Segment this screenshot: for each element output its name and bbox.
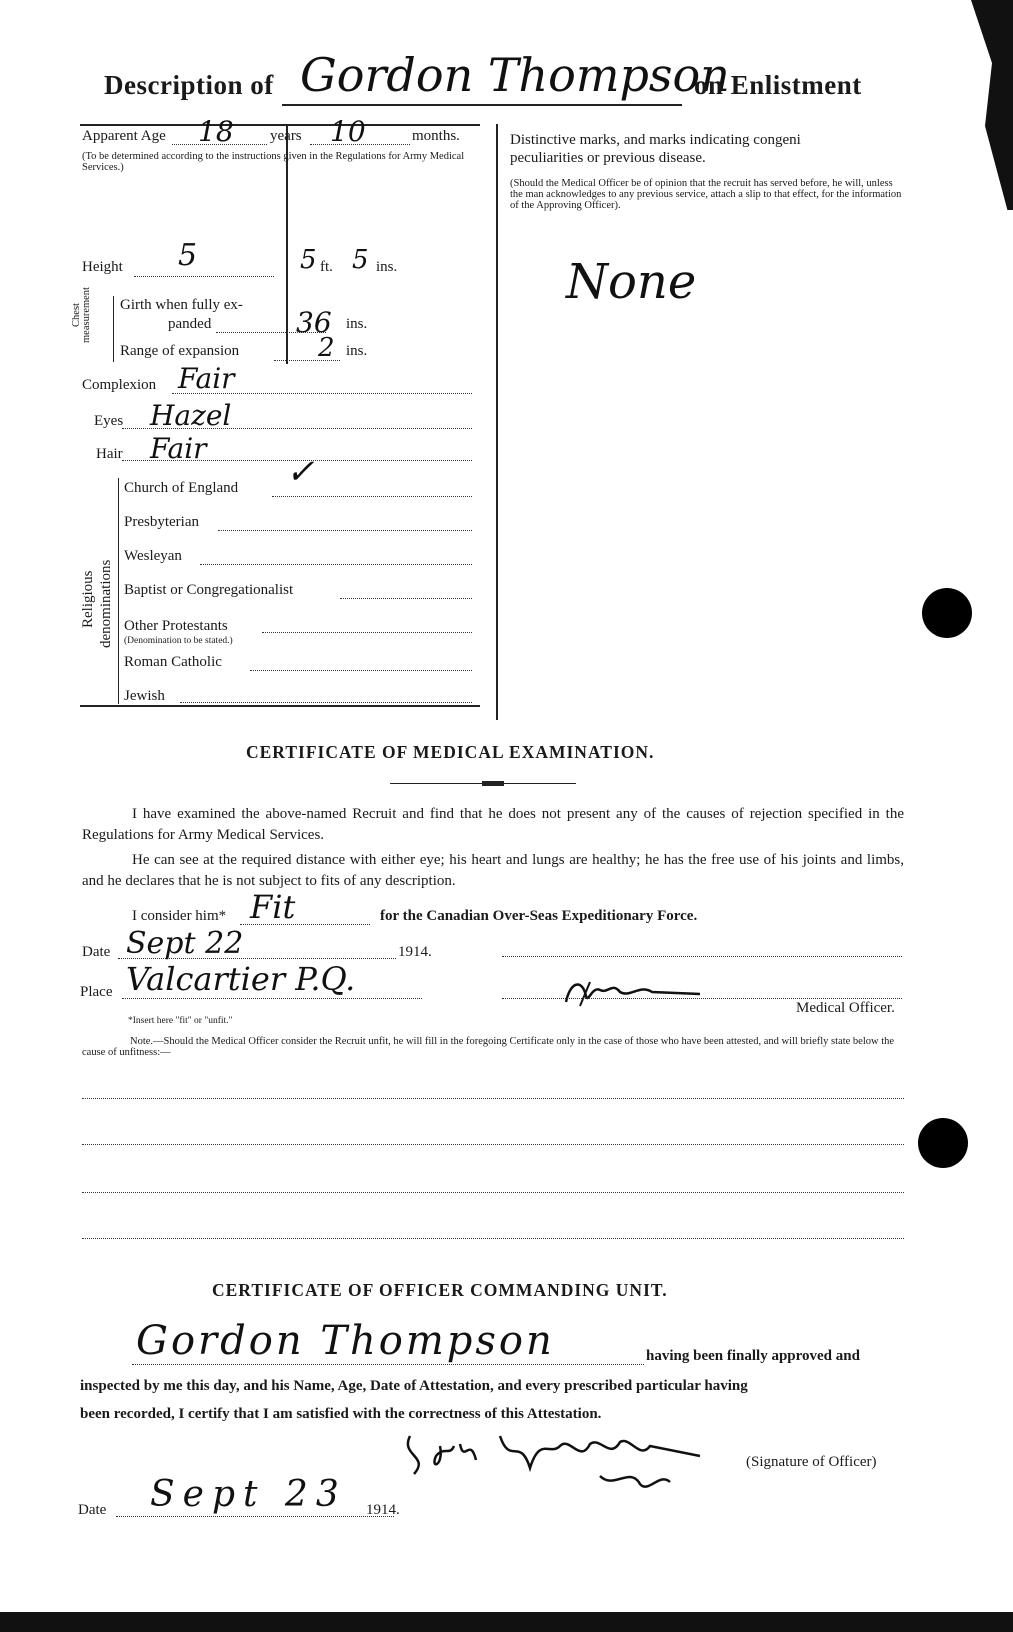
- age-years-value: 18: [198, 115, 234, 148]
- header-name: Gordon Thompson: [300, 48, 730, 102]
- distinctive-value: None: [566, 254, 697, 310]
- chest-girth-label-2: panded: [168, 316, 212, 332]
- religion-side-label-2: denominations: [98, 559, 114, 648]
- age-months-line: [310, 144, 410, 145]
- height-inches: 5: [352, 245, 369, 275]
- distinctive-title-2: peculiarities or previous disease.: [510, 150, 706, 166]
- medical-note: Note.—Should the Medical Officer consider the Recruit unfit, he will fill in the foregoing Certificate only in the case of those who have been attested, and will briefly state below the cause of unfitness:—: [82, 1036, 895, 1058]
- commanding-signature-label: (Signature of Officer): [746, 1454, 877, 1470]
- consider-value: Fit: [250, 888, 296, 926]
- punch-hole: [918, 1118, 968, 1168]
- chest-brace: [113, 296, 114, 362]
- age-label: Apparent Age: [82, 128, 166, 144]
- age-years-label: years: [270, 128, 302, 144]
- chest-range-label: Range of expansion: [120, 343, 240, 359]
- commanding-text-2: inspected by me this day, and his Name, Age, Date of Attestation, and every prescribed particular having: [80, 1378, 748, 1394]
- age-years-line: [172, 144, 267, 145]
- unfitness-line: [82, 1238, 904, 1239]
- distinctive-title-1: Distinctive marks, and marks indicating congeni: [510, 132, 801, 148]
- commanding-date-label: Date: [78, 1502, 107, 1518]
- consider-prefix: I consider him*: [132, 908, 227, 924]
- religion-item-roman-catholic: Roman Catholic: [124, 654, 222, 670]
- height-line: [134, 276, 274, 277]
- medical-date-year: 1914.: [398, 944, 432, 960]
- age-months-label: months.: [412, 128, 460, 144]
- unfitness-line: [82, 1144, 904, 1145]
- medical-date-value: Sept 22: [126, 926, 244, 961]
- scan-edge: [0, 1612, 1013, 1632]
- complexion-value: Fair: [178, 362, 235, 395]
- height-feet: 5: [300, 245, 317, 275]
- medical-para-1: I have examined the above-named Recruit and find that he does not present any of the causes of rejection specified in the Regulations for Army Medical Services.: [82, 806, 904, 843]
- religion-line: [250, 670, 472, 671]
- religion-line: [200, 564, 472, 565]
- chest-side-label: Chest measurement: [71, 287, 92, 343]
- height-ins-label: ins.: [376, 259, 398, 275]
- height-value: 5: [178, 238, 198, 273]
- religion-line: [180, 702, 472, 703]
- complexion-label: Complexion: [82, 377, 157, 393]
- medical-place-line: [122, 998, 422, 999]
- height-ft-label: ft.: [320, 259, 333, 275]
- religion-item-church-of-england: Church of England: [124, 480, 239, 496]
- chest-girth-value: 36: [296, 306, 332, 339]
- religion-line: [262, 632, 472, 633]
- medical-officer-label: Medical Officer.: [796, 1000, 895, 1016]
- medical-heading: CERTIFICATE OF MEDICAL EXAMINATION.: [246, 742, 655, 762]
- commanding-date-year: 1914.: [366, 1502, 400, 1518]
- religion-side-label-1: Religious: [80, 570, 96, 628]
- eyes-value: Hazel: [150, 399, 232, 432]
- religion-brace: [118, 478, 119, 704]
- medical-place-value: Valcartier P.Q.: [126, 960, 356, 998]
- medical-date-label: Date: [82, 944, 111, 960]
- hair-label: Hair: [96, 446, 123, 462]
- commanding-name-line: [132, 1364, 644, 1365]
- age-months-value: 10: [330, 115, 366, 148]
- religion-other-note: (Denomination to be stated.): [124, 636, 233, 646]
- religion-line: [340, 598, 472, 599]
- chest-girth-unit: ins.: [346, 316, 368, 332]
- medical-officer-signature: [560, 972, 710, 1012]
- commanding-date-line: [116, 1516, 394, 1517]
- church-of-england-check: ✓: [286, 452, 315, 492]
- commanding-name-value: Gordon Thompson: [136, 1318, 555, 1364]
- header-prefix: Description of: [104, 70, 274, 100]
- commanding-text-3: been recorded, I certify that I am satisfied with the correctness of this Attestation.: [80, 1406, 602, 1422]
- height-label: Height: [82, 259, 123, 275]
- distinctive-note: (Should the Medical Officer be of opinion that the recruit has served before, he will, unless the man acknowledges to any previous service, attach a slip to that effect, for the information of the Approving Officer).: [510, 178, 902, 211]
- unfitness-line: [82, 1098, 904, 1099]
- religion-item-baptist: Baptist or Congregationalist: [124, 582, 294, 598]
- age-note: (To be determined according to the instructions given in the Regulations for Army Medical Services.): [82, 151, 465, 173]
- religion-line: [218, 530, 472, 531]
- chest-girth-label-1: Girth when fully ex-: [120, 297, 243, 313]
- hair-value: Fair: [150, 432, 207, 465]
- punch-hole: [922, 588, 972, 638]
- commanding-date-value: Sept 23: [150, 1474, 347, 1515]
- eyes-label: Eyes: [94, 413, 124, 429]
- medical-officer-signature-line: [502, 998, 902, 999]
- header-underline: [282, 104, 682, 106]
- unfitness-line: [82, 1192, 904, 1193]
- medical-place-label: Place: [80, 984, 113, 1000]
- medical-officer-signature-line-top: [502, 956, 902, 957]
- religion-item-jewish: Jewish: [124, 688, 165, 704]
- insert-note: *Insert here "fit" or "unfit.": [128, 1016, 233, 1026]
- commanding-text-1: having been finally approved and: [646, 1348, 860, 1364]
- header-suffix: on Enlistment: [694, 70, 862, 100]
- left-column-bottom-rule: [80, 705, 480, 707]
- chest-range-value: 2: [318, 333, 335, 363]
- religion-item-wesleyan: Wesleyan: [124, 548, 182, 564]
- commanding-heading: CERTIFICATE OF OFFICER COMMANDING UNIT.: [212, 1280, 668, 1300]
- medical-para-2: He can see at the required distance with either eye; his heart and lungs are healthy; he has the free use of his joints and limbs, and he declares that he is not subject to fits of any description.: [82, 852, 904, 889]
- medical-heading-rule-center: [482, 781, 504, 786]
- commanding-officer-signature: [400, 1416, 750, 1496]
- chest-range-unit: ins.: [346, 343, 368, 359]
- religion-item-presbyterian: Presbyterian: [124, 514, 199, 530]
- column-divider: [496, 124, 498, 720]
- page-corner-shadow: [943, 0, 1013, 210]
- form-top-rule: [80, 124, 480, 126]
- religion-line: [272, 496, 472, 497]
- consider-suffix: for the Canadian Over-Seas Expeditionary Force.: [380, 908, 698, 924]
- religion-item-other-protestants: Other Protestants: [124, 618, 228, 634]
